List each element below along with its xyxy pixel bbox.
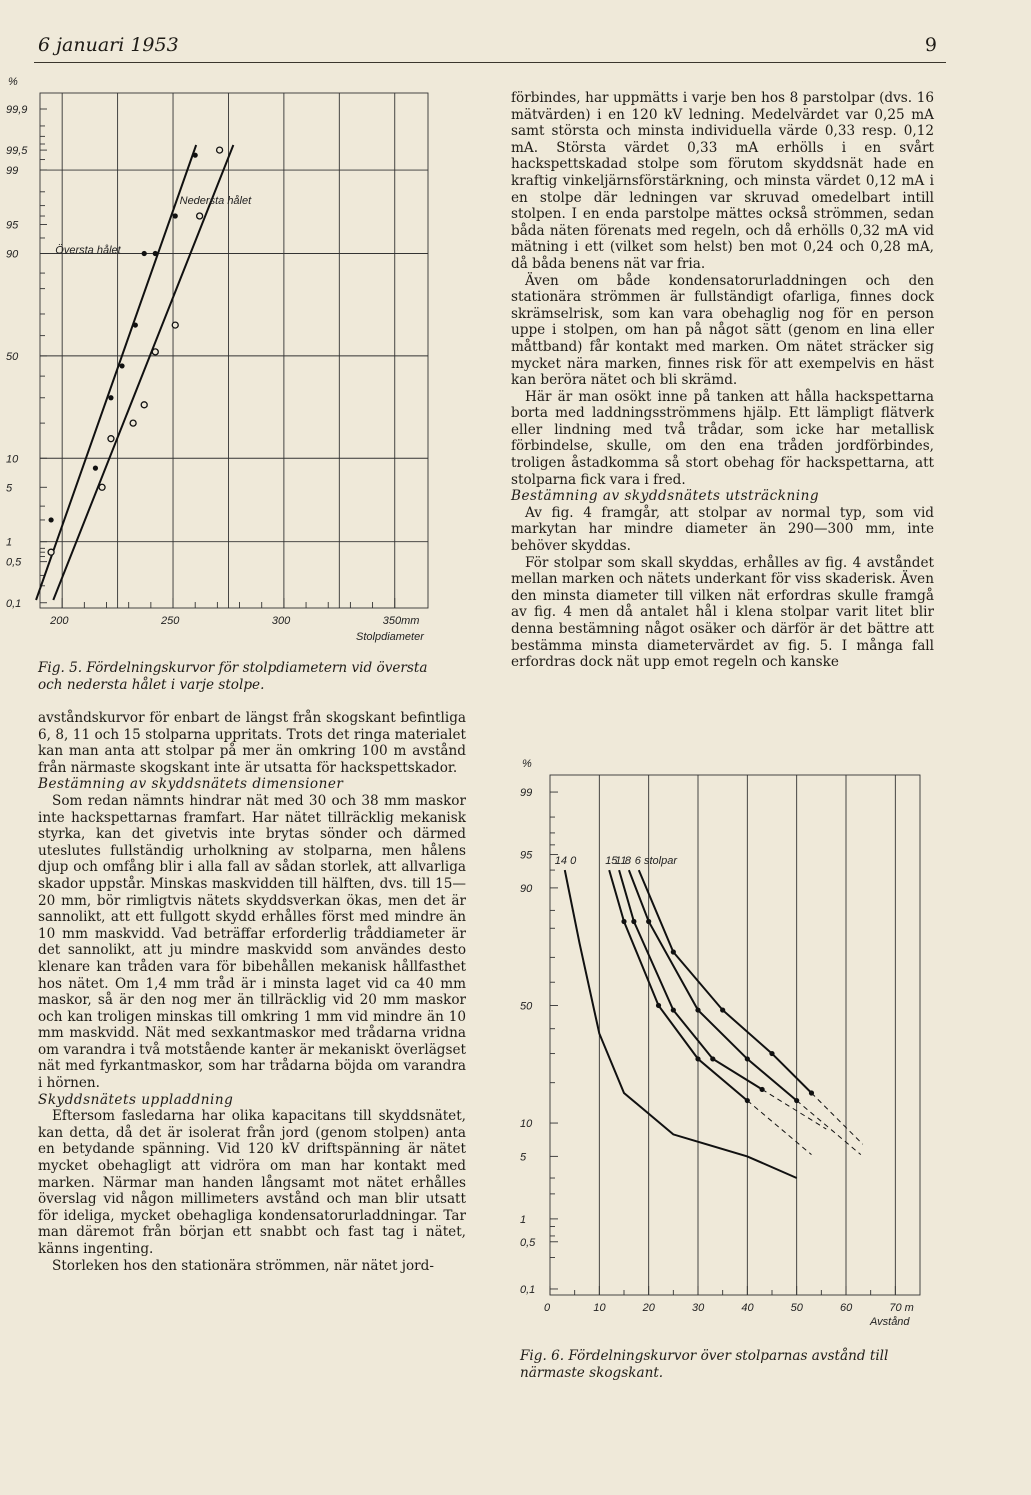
fig5-data-point bbox=[133, 322, 138, 327]
fig5-data-point bbox=[48, 549, 54, 555]
fig6-data-point bbox=[671, 1007, 676, 1012]
fig6-data-point bbox=[745, 1056, 750, 1061]
fig6-x-tick-label: 10 bbox=[593, 1302, 606, 1314]
net-charging-paragraph: Eftersom fasledarna har olika kapacitans till skyddsnätet, kan detta, då det är isolerat från jord (genom stolpen) anta en betydande spänning. Vid 120 kV driftspänning är nätet mycket obehagligt att vidröra om man har kontakt med marken. Närmar man handen långsamt mot nätet erhålles överslag vid någon millimeters avstånd och man blir utsatt för ideliga, mycket obehagliga kondensatorurladdningar. Tar man däremot från början ett snabbt och fast tag i nätet, känns ingenting. bbox=[38, 1108, 466, 1257]
heading-net-dimensions: Bestämning av skyddsnätets dimensioner bbox=[38, 776, 344, 793]
net-dimensions-paragraph: Som redan nämnts hindrar nät med 30 och 38 mm maskor inte hackspettarnas framfart. Har nätet tillräcklig mekanisk styrka, kan det givetvis inte brytas sönder och därmed uteslutes fullständig urholkning av stolparna, men hålens djup och omfång blir i alla fall av sådan storlek, att allvarliga skador uppstår. Minskas maskvidden till hälften, dvs. till 15—20 mm, bör rimligtvis nätets skyddsverkan ökas, men det är sannolikt, att ett fullgott skydd erhålles först med mindre än 10 mm maskvidd. Vad beträffar erforderlig tråddiameter är det sannolikt, att ju mindre maskvidd som användes desto klenare kan tråden vara för bibehållen mekanisk hållfasthet hos nätet. Om 1,4 mm tråd är i minsta laget vid ca 40 mm maskor, så är den nog mer än tillräcklig vid 20 mm maskor och kan troligen minskas till omkring 1 mm vid mindre än 10 mm maskvidd. Nät med sexkantmaskor med trådarna vridna om varandra i två motstående kanter är mekaniskt överlägset nät med fyrkantmaskor, som har trådarna böjda om varandra i hörnen. bbox=[38, 792, 466, 1092]
fig5-data-point bbox=[217, 147, 223, 153]
fig6-y-tick-label: 99 bbox=[520, 787, 533, 800]
fig6-data-point bbox=[760, 1087, 765, 1092]
fig5-data-point bbox=[197, 213, 203, 219]
fig5-chart bbox=[0, 68, 470, 658]
fig5-data-point bbox=[93, 466, 98, 471]
charge-current-idea-paragraph: Här är man osökt inne på tanken att hålla hackspettarna borta med laddningsströmmens hjälp. Ett lämpligt flätverk eller lindning med två trådar, som icke har metallisk förbindelse, skulle, om den ena tråden jordförbindes, troligen åstadkomma så stort obehag för hackspettarna, att stolparna fick vara i fred. bbox=[511, 388, 934, 488]
fig6-extrapolation-line bbox=[762, 1089, 826, 1129]
fig5-series-label: Nedersta hålet bbox=[179, 195, 252, 208]
fig5-y-tick-label: 0,1 bbox=[6, 597, 22, 610]
fig6-x-axis-label: Avstånd bbox=[870, 1316, 910, 1328]
heading-net-charging: Skyddsnätets uppladdning bbox=[38, 1091, 234, 1108]
fig5-y-tick-label: 5 bbox=[6, 482, 13, 495]
fig5-data-point bbox=[108, 436, 114, 442]
fig6-data-point bbox=[695, 1007, 700, 1012]
fig6-series-label: 8 bbox=[624, 855, 632, 868]
fig6-data-point bbox=[646, 919, 651, 924]
header-rule bbox=[34, 62, 946, 63]
page-number: 9 bbox=[924, 34, 937, 56]
fig5-x-tick-label: 300 bbox=[271, 615, 291, 627]
fig5-data-point bbox=[152, 349, 158, 355]
fig5-y-tick-label: 50 bbox=[6, 350, 19, 363]
fig6-y-tick-label: 90 bbox=[520, 882, 533, 895]
fig6-x-tick-label: 60 bbox=[840, 1302, 853, 1314]
fig5-data-point bbox=[119, 363, 124, 368]
scare-risk-paragraph: Även om både kondensatorurladdningen och den stationära strömmen är fullständigt ofarliga, finnes dock skrämselrisk, som kan vara obehaglig nog för en person uppe i stolpen, om han på något sätt (genom en lina eller måttband) får kontakt med marken. Om nätet sträcker sig mycket nära marken, finnes risk för att exempelvis en häst kan beröra nätet och bli skrämd. bbox=[511, 272, 934, 389]
fig5-data-point bbox=[173, 213, 178, 218]
fig5-data-point bbox=[153, 251, 158, 256]
fig6-data-point bbox=[671, 949, 676, 954]
fig5-x-tick-label: 200 bbox=[50, 615, 69, 627]
fig6-x-tick-label: 20 bbox=[642, 1302, 655, 1314]
fig6-y-tick-label: 95 bbox=[520, 849, 533, 862]
fig6-data-point bbox=[710, 1056, 715, 1061]
fig6-x-tick-label: 70 m bbox=[889, 1302, 914, 1314]
fig5-y-tick-label: 0,5 bbox=[6, 556, 22, 569]
fig6-plot-frame bbox=[550, 775, 920, 1295]
fig5-y-tick-label: 90 bbox=[6, 248, 19, 261]
fig5-fit-line bbox=[36, 145, 196, 600]
left-intro-paragraph: avståndskurvor för enbart de längst från skogskant befintliga 6, 8, 11 och 15 stolparna uppritats. Trots det ringa materialet kan man anta att stolpar på mer än omkring 100 m avstånd från närmaste skogskant inte är utsatta för hackspettskador. bbox=[38, 710, 466, 776]
fig6-data-point bbox=[656, 1003, 661, 1008]
fig6-data-point bbox=[631, 919, 636, 924]
fig6-extrapolation-line bbox=[797, 1101, 861, 1155]
fig5-fit-line bbox=[53, 145, 233, 600]
fig5-y-tick-label: 10 bbox=[6, 453, 19, 466]
fig6-series-label: 15 bbox=[605, 855, 618, 868]
fig5-data-point bbox=[108, 395, 113, 400]
fig6-y-unit: % bbox=[522, 758, 532, 770]
fig5-y-tick-label: 99 bbox=[6, 165, 19, 178]
fig5-data-point bbox=[193, 153, 198, 158]
fig6-y-tick-label: 0,5 bbox=[520, 1236, 536, 1249]
fig6-data-point bbox=[769, 1051, 774, 1056]
fig5-y-unit: % bbox=[8, 76, 18, 88]
fig5-caption: Fig. 5. Fördelningskurvor för stolpdiametern vid översta och nedersta hålet i varje stolpe. bbox=[38, 660, 428, 693]
fig5-data-point bbox=[99, 484, 105, 490]
fig6-extrapolation-line bbox=[747, 1101, 811, 1155]
fig5-data-point bbox=[48, 517, 53, 522]
fig6-x-tick-label: 30 bbox=[692, 1302, 705, 1314]
fig6-x-tick-label: 0 bbox=[544, 1302, 551, 1314]
fig5-y-tick-label: 95 bbox=[6, 219, 19, 232]
fig6-x-tick-label: 40 bbox=[741, 1302, 754, 1314]
fig6-x-tick-label: 50 bbox=[790, 1302, 803, 1314]
fig6-series-label: 6 stolpar bbox=[634, 855, 678, 868]
fig5-y-tick-label: 99,5 bbox=[6, 145, 28, 158]
net-extent-paragraph-1: Av fig. 4 framgår, att stolpar av normal typ, som vid markytan har mindre diameter än 290—300 mm, inte behöver skyddas. bbox=[511, 504, 934, 555]
fig6-data-point bbox=[621, 919, 626, 924]
fig6-y-tick-label: 1 bbox=[520, 1213, 527, 1226]
fig6-y-tick-label: 0,1 bbox=[520, 1283, 536, 1296]
fig5-data-point bbox=[130, 420, 136, 426]
fig5-x-axis-label: Stolpdiameter bbox=[356, 631, 424, 643]
net-extent-paragraph-2: För stolpar som skall skyddas, erhålles av fig. 4 avståndet mellan marken och nätets underkant för viss skaderisk. Även den minsta diameter till vilken nät erfordras skulle framgå av fig. 4 men då antalet hål i klena stolpar varit litet blir denna bestämning något osäker och därför är det bättre att bestämma minsta diametervärdet av fig. 5. I många fall erfordras dock nät upp emot regeln och kanske bbox=[511, 554, 934, 671]
fig6-data-point bbox=[695, 1056, 700, 1061]
fig6-chart bbox=[510, 750, 950, 1340]
fig6-series-label: 14 0 bbox=[554, 855, 577, 868]
fig5-data-point bbox=[172, 322, 178, 328]
fig5-data-point bbox=[142, 251, 147, 256]
page-header-date: 6 januari 1953 bbox=[38, 34, 179, 56]
fig5-data-point bbox=[141, 402, 147, 408]
fig6-caption: Fig. 6. Fördelningskurvor över stolparnas avstånd till närmaste skogskant. bbox=[520, 1348, 889, 1381]
fig6-y-tick-label: 5 bbox=[520, 1151, 527, 1164]
fig6-series-label: 11 bbox=[615, 855, 627, 868]
fig5-series-label: Översta hålet bbox=[55, 244, 121, 257]
fig5-y-tick-label: 1 bbox=[6, 536, 13, 549]
left-column bbox=[38, 710, 466, 1274]
fig5-y-tick-label: 99,9 bbox=[6, 104, 28, 117]
fig6-data-point bbox=[720, 1007, 725, 1012]
fig5-x-tick-label: 350mm bbox=[382, 615, 420, 627]
measurement-paragraph: förbindes, har uppmätts i varje ben hos 8 parstolpar (dvs. 16 mätvärden) i en 120 kV ledning. Medelvärdet var 0,25 mA samt största och minsta individuella värde 0,33 resp. 0,12 mA. Största värdet 0,33 mA erhölls i en svårt hackspettskadad stolpe som förutom skyddsnät hade en kraftig vinkeljärnsförstärkning, och minsta värdet 0,12 mA i en stolpe där ledningen var skruvad omedelbart intill stolpen. I en enda parstolpe mättes också strömmen, sedan båda näten förenats med regeln, och då erhölls 0,32 mA vid mätning i ett (vilket som helst) ben mot 0,24 och 0,28 mA, då båda benens nät var fria. bbox=[511, 90, 934, 272]
heading-net-extent: Bestämning av skyddsnätets utsträckning bbox=[511, 488, 820, 505]
right-column bbox=[511, 90, 934, 671]
stationary-current-paragraph: Storleken hos den stationära strömmen, när nätet jord- bbox=[52, 1257, 434, 1274]
fig6-y-tick-label: 10 bbox=[520, 1118, 533, 1131]
fig6-y-tick-label: 50 bbox=[520, 1000, 533, 1013]
fig6-series-line bbox=[639, 870, 812, 1093]
fig5-x-tick-label: 250 bbox=[161, 615, 180, 627]
fig6-extrapolation-line bbox=[811, 1093, 862, 1144]
